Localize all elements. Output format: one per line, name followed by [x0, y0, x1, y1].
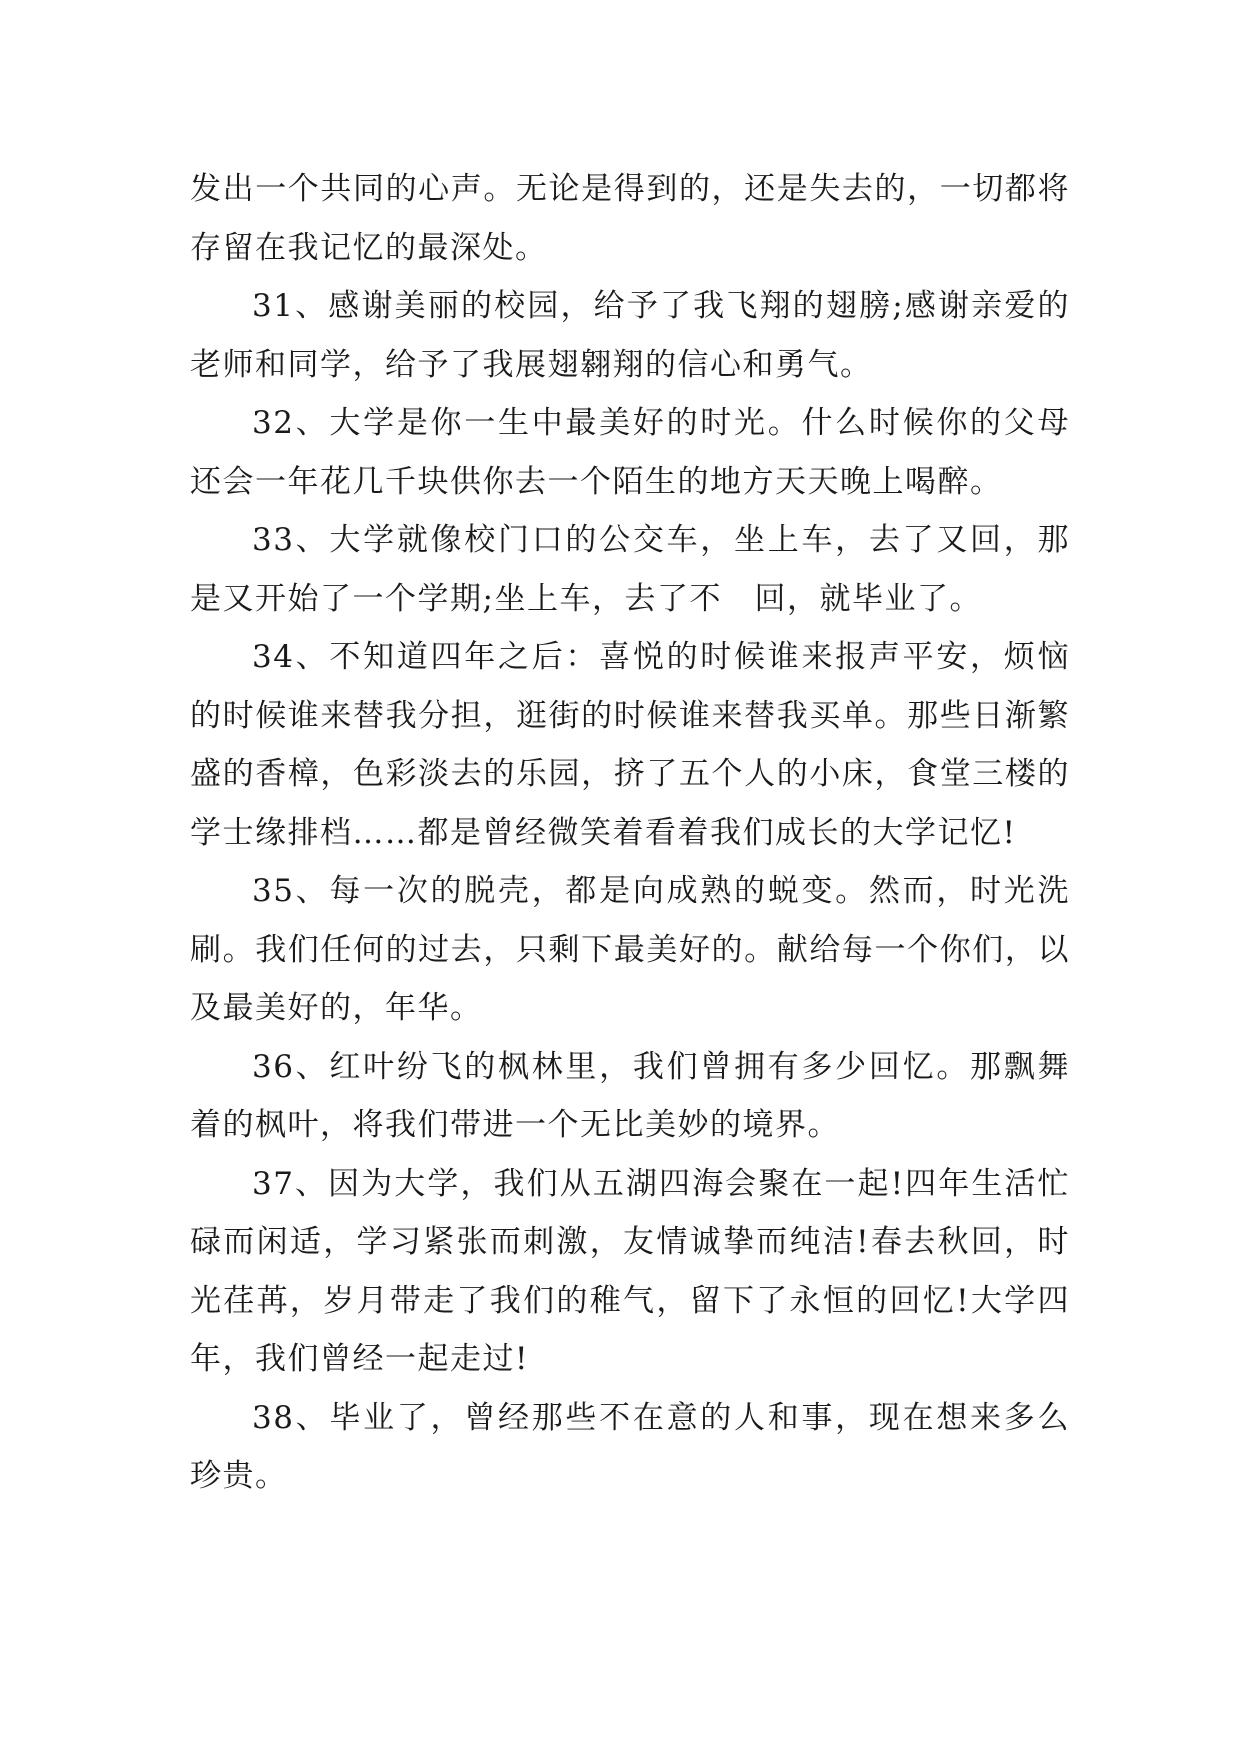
paragraph-item-34: 34、不知道四年之后：喜悦的时候谁来报声平安，烦恼的时候谁来替我分担，逛街的时候谁来替我买单。那些日渐繁盛的香樟，色彩淡去的乐园，挤了五个人的小床，食堂三楼的学士缘排档……都是曾经微笑着看着我们成长的大学记忆! — [190, 639, 1070, 851]
document-body — [190, 160, 1070, 1506]
paragraph-item-33: 33、大学就像校门口的公交车，坐上车，去了又回，那是又开始了一个学期;坐上车，去了不 回，就毕业了。 — [190, 522, 1070, 617]
paragraph-item-36: 36、红叶纷飞的枫林里，我们曾拥有多少回忆。那飘舞着的枫叶，将我们带进一个无比美妙的境界。 — [190, 1048, 1070, 1143]
paragraph-item-31: 31、感谢美丽的校园，给予了我飞翔的翅膀;感谢亲爱的老师和同学，给予了我展翅翱翔的信心和勇气。 — [190, 288, 1070, 383]
paragraph-item-35: 35、每一次的脱壳，都是向成熟的蜕变。然而，时光洗刷。我们任何的过去，只剩下最美好的。献给每一个你们，以及最美好的，年华。 — [190, 873, 1070, 1026]
paragraph-item-37: 37、因为大学，我们从五湖四海会聚在一起!四年生活忙碌而闲适，学习紧张而刺激，友情诚挚而纯洁!春去秋回，时光荏苒，岁月带走了我们的稚气，留下了永恒的回忆!大学四年，我们曾经一起走过! — [190, 1165, 1070, 1377]
paragraph-item-38: 38、毕业了，曾经那些不在意的人和事，现在想来多么珍贵。 — [190, 1399, 1070, 1494]
paragraph-continuation: 发出一个共同的心声。无论是得到的，还是失去的，一切都将存留在我记忆的最深处。 — [190, 171, 1070, 266]
paragraph-item-32: 32、大学是你一生中最美好的时光。什么时候你的父母还会一年花几千块供你去一个陌生的地方天天晚上喝醉。 — [190, 405, 1070, 500]
